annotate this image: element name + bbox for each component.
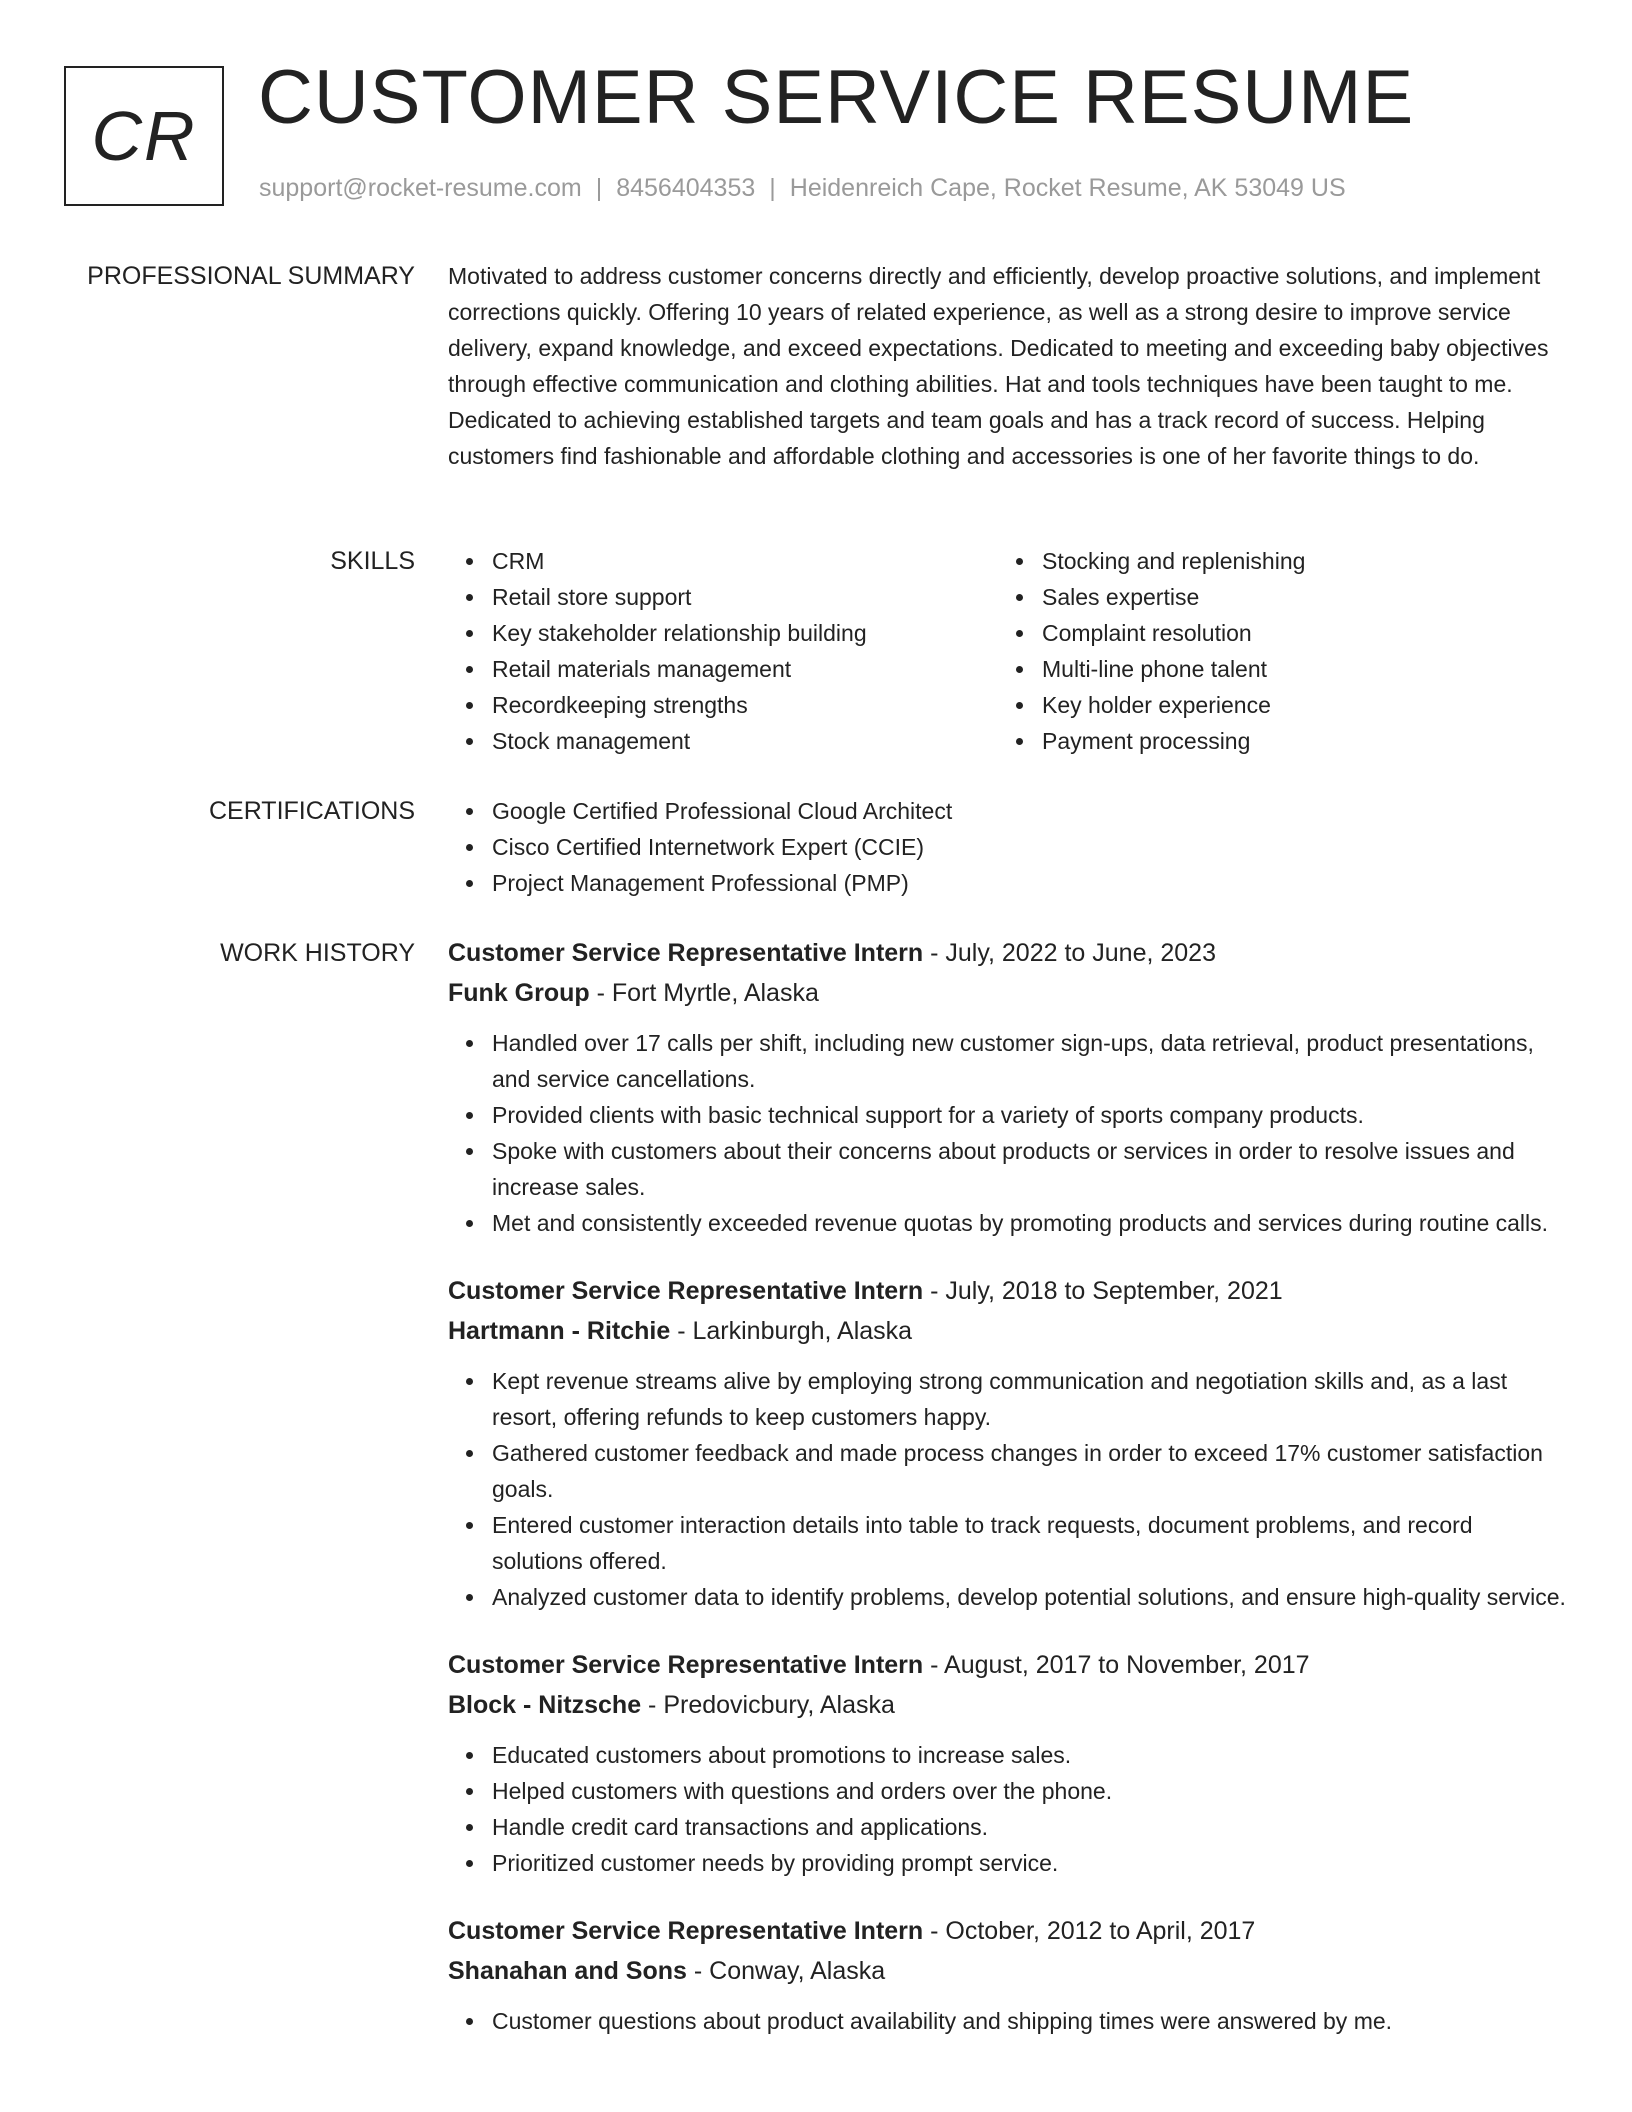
job-bullet: Analyzed customer data to identify problems, develop potential solutions, and ensure high-quality service.	[492, 1579, 1566, 1615]
job-bullet: Customer questions about product availability and shipping times were answered by me.	[492, 2003, 1566, 2039]
skill-item: Retail store support	[492, 579, 998, 615]
skill-item: Complaint resolution	[1042, 615, 1548, 651]
job-bullet: Gathered customer feedback and made process changes in order to exceed 17% customer satisfaction goals.	[492, 1435, 1566, 1507]
job-title-line	[448, 933, 1566, 973]
summary-text: Motivated to address customer concerns directly and efficiently, develop proactive solutions, and implement corrections quickly. Offering 10 years of related experience, as well as a strong desire to improve service delivery, expand knowledge, and exceed expectations. Dedicated to meeting and exceeding baby objectives through effective communication and clothing abilities. Hat and tools techniques have been taught to me. Dedicated to achieving established targets and team goals and has a track record of success. Helping customers find fashionable and affordable clothing and accessories is one of her favorite things to do.	[448, 263, 1549, 469]
work-history-heading: WORK HISTORY	[220, 939, 415, 967]
monogram-box	[64, 66, 224, 206]
job-bullet: Handle credit card transactions and applications.	[492, 1809, 1566, 1845]
contact-email[interactable]: support@rocket-resume.com	[259, 174, 582, 202]
job-company: Funk Group	[448, 979, 590, 1007]
job-company-line	[448, 1311, 1566, 1351]
job-bullet: Entered customer interaction details into table to track requests, document problems, and record solutions offered.	[492, 1507, 1566, 1579]
job-title: Customer Service Representative Intern	[448, 1651, 924, 1679]
job-entry	[448, 1911, 1566, 2039]
work-history-body	[448, 933, 1566, 2069]
skill-item: Multi-line phone talent	[1042, 651, 1548, 687]
job-title: Customer Service Representative Intern	[448, 1917, 924, 1945]
skill-item: Sales expertise	[1042, 579, 1548, 615]
job-bullet: Met and consistently exceeded revenue quotas by promoting products and services during routine calls.	[492, 1205, 1566, 1241]
job-title-line	[448, 1645, 1566, 1685]
summary-body	[448, 258, 1566, 474]
job-bullet: Handled over 17 calls per shift, including new customer sign-ups, data retrieval, product presentations, and service cancellations.	[492, 1025, 1566, 1097]
job-company-line	[448, 1685, 1566, 1725]
job-location: - Fort Myrtle, Alaska	[589, 979, 819, 1007]
skill-item: Recordkeeping strengths	[492, 687, 998, 723]
job-entry	[448, 933, 1566, 1241]
job-dates: - July, 2018 to September, 2021	[923, 1277, 1283, 1305]
job-title-line	[448, 1271, 1566, 1311]
job-company-line	[448, 1951, 1566, 1991]
skill-item: Stocking and replenishing	[1042, 543, 1548, 579]
skills-heading: SKILLS	[330, 547, 415, 575]
contact-phone[interactable]: 8456404353	[616, 174, 756, 202]
job-bullet: Spoke with customers about their concerns about products or services in order to resolve issues and increase sales.	[492, 1133, 1566, 1205]
job-entry	[448, 1645, 1566, 1881]
contact-line	[259, 174, 1346, 203]
skill-item: Stock management	[492, 723, 998, 759]
job-entry	[448, 1271, 1566, 1615]
job-bullet: Kept revenue streams alive by employing strong communication and negotiation skills and, as a last resort, offering refunds to keep customers happy.	[492, 1363, 1566, 1435]
job-title: Customer Service Representative Intern	[448, 1277, 924, 1305]
job-company: Hartmann - Ritchie	[448, 1317, 671, 1345]
job-location: - Conway, Alaska	[686, 1957, 886, 1985]
contact-separator: |	[769, 174, 776, 202]
monogram-initials: CR	[91, 97, 197, 175]
skill-item: Payment processing	[1042, 723, 1548, 759]
certifications-heading: CERTIFICATIONS	[208, 797, 415, 825]
contact-address: Heidenreich Cape, Rocket Resume, AK 53049 US	[789, 174, 1346, 202]
job-title-line	[448, 1911, 1566, 1951]
job-bullet: Prioritized customer needs by providing prompt service.	[492, 1845, 1566, 1881]
job-location: - Predovicbury, Alaska	[641, 1691, 895, 1719]
job-dates: - August, 2017 to November, 2017	[923, 1651, 1310, 1679]
certifications-body	[448, 793, 1566, 901]
certification-item: Project Management Professional (PMP)	[492, 865, 1566, 901]
certification-item: Google Certified Professional Cloud Architect	[492, 793, 1566, 829]
skills-column-left	[448, 543, 998, 759]
job-dates: - October, 2012 to April, 2017	[923, 1917, 1256, 1945]
skills-body	[448, 543, 1566, 759]
job-location: - Larkinburgh, Alaska	[670, 1317, 913, 1345]
skill-item: Key stakeholder relationship building	[492, 615, 998, 651]
job-company-line	[448, 973, 1566, 1013]
job-bullet: Educated customers about promotions to increase sales.	[492, 1737, 1566, 1773]
skill-item: Key holder experience	[1042, 687, 1548, 723]
job-bullet: Helped customers with questions and orders over the phone.	[492, 1773, 1566, 1809]
summary-heading: PROFESSIONAL SUMMARY	[87, 262, 415, 290]
job-company: Block - Nitzsche	[448, 1691, 642, 1719]
job-company: Shanahan and Sons	[448, 1957, 687, 1985]
resume-title: CUSTOMER SERVICE RESUME	[258, 55, 1415, 140]
contact-separator: |	[595, 174, 603, 202]
job-dates: - July, 2022 to June, 2023	[923, 939, 1216, 967]
skill-item: CRM	[492, 543, 998, 579]
skill-item: Retail materials management	[492, 651, 998, 687]
certification-item: Cisco Certified Internetwork Expert (CCIE)	[492, 829, 1566, 865]
job-bullet: Provided clients with basic technical support for a variety of sports company products.	[492, 1097, 1566, 1133]
skills-column-right	[998, 543, 1548, 759]
job-title: Customer Service Representative Intern	[448, 939, 924, 967]
